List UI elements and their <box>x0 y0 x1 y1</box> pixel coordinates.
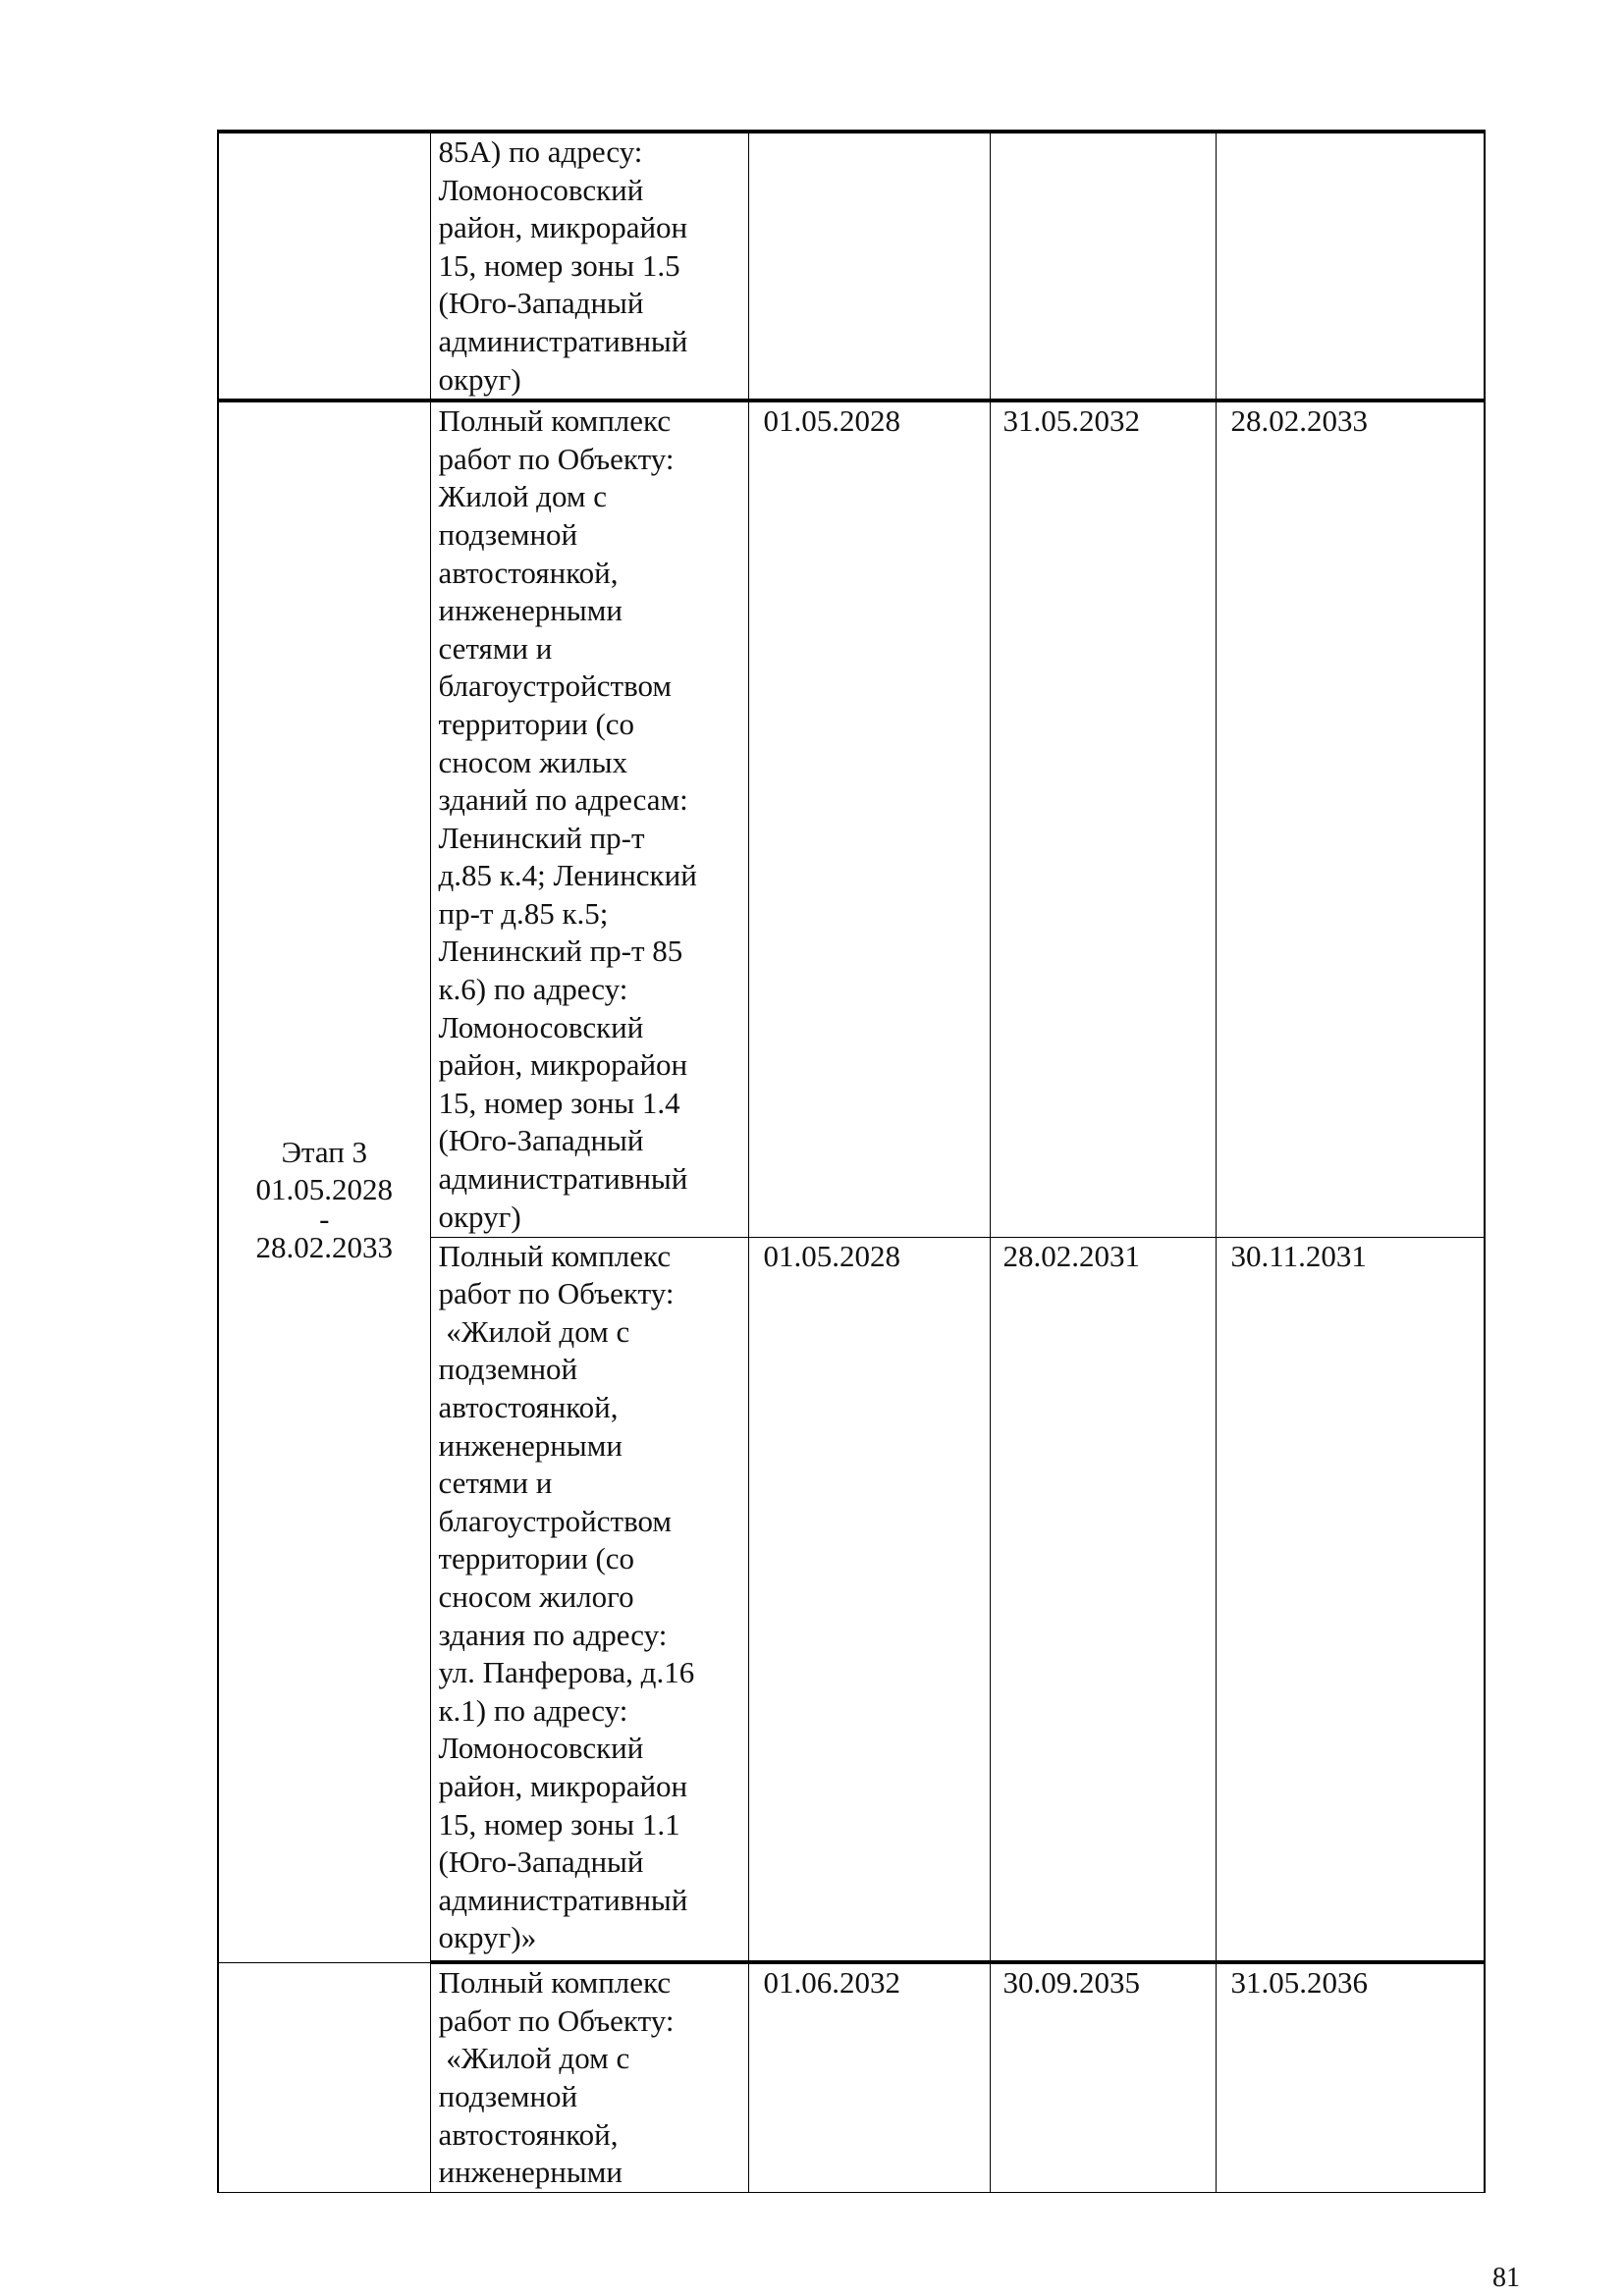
completion-date-cell <box>1216 132 1485 400</box>
description-line: территории (со <box>438 1541 635 1576</box>
stage-date-separator: - <box>319 1201 330 1236</box>
stage-3-cell <box>218 400 430 1962</box>
stage-end-date: 28.02.2033 <box>255 1229 393 1264</box>
description-line: 15, номер зоны 1.5 <box>438 247 680 283</box>
table-row <box>218 132 1485 400</box>
description-line: «Жилой дом с <box>438 2041 630 2076</box>
description-line: работ по Объекту: <box>438 441 675 476</box>
description-line: подземной <box>438 1352 578 1387</box>
description-line: округ) <box>438 361 521 397</box>
description-line: подземной <box>438 2078 578 2113</box>
description-line: инженерными <box>438 1427 623 1463</box>
description-cell <box>430 1962 748 2192</box>
description-line: Ломоносовский <box>438 1009 644 1044</box>
description-line: д.85 к.4; Ленинский <box>438 858 697 893</box>
description-line: Ленинский пр-т <box>438 820 645 855</box>
end-date-cell: 31.05.2032 <box>990 400 1216 1237</box>
description-line: административный <box>438 323 688 358</box>
description-line: район, микрорайон <box>438 210 688 245</box>
description-line: округ)» <box>438 1920 537 1955</box>
stage-label: Этап 3 <box>281 1134 368 1169</box>
description-line: Ленинский пр-т 85 <box>438 934 683 969</box>
description-line: административный <box>438 1161 688 1197</box>
description-line: автостоянкой, <box>438 1390 619 1425</box>
description-line: (Юго-Западный <box>438 286 644 321</box>
description-line: округ) <box>438 1199 521 1234</box>
description-line: «Жилой дом с <box>438 1313 630 1349</box>
description-line: сетями и <box>438 630 553 666</box>
description-line: автостоянкой, <box>438 2116 619 2152</box>
description-line: территории (со <box>438 706 635 741</box>
start-date-cell: 01.05.2028 <box>748 1237 990 1962</box>
description-line: инженерными <box>438 2155 623 2190</box>
description-line: (Юго-Западный <box>438 1844 644 1880</box>
description-line: Полный комплекс <box>438 403 672 439</box>
stage-cell-empty <box>218 132 430 400</box>
description-line: пр-т д.85 к.5; <box>438 895 609 931</box>
description-line: административный <box>438 1882 688 1917</box>
description-line: автостоянкой, <box>438 555 619 590</box>
stage-start-date: 01.05.2028 <box>255 1172 393 1207</box>
end-date-cell: 30.09.2035 <box>990 1962 1216 2192</box>
start-date-cell: 01.06.2032 <box>748 1962 990 2192</box>
description-line: зданий по адресам: <box>438 782 688 818</box>
description-line: Ломоносовский <box>438 1731 644 1766</box>
description-cell <box>430 1237 748 1962</box>
description-line: здания по адресу: <box>438 1617 668 1652</box>
description-cell <box>430 132 748 400</box>
stage-cell-empty <box>218 1962 430 2192</box>
description-line: район, микрорайон <box>438 1768 688 1803</box>
completion-date-cell: 30.11.2031 <box>1216 1237 1485 1962</box>
description-line: к.1) по адресу: <box>438 1692 628 1728</box>
description-line: 85А) по адресу: <box>438 134 643 169</box>
completion-date-cell: 31.05.2036 <box>1216 1962 1485 2192</box>
description-line: район, микрорайон <box>438 1047 688 1083</box>
description-line: подземной <box>438 516 578 552</box>
start-date-cell: 01.05.2028 <box>748 400 990 1237</box>
description-line: к.6) по адресу: <box>438 972 628 1007</box>
description-line: сносом жилых <box>438 744 627 779</box>
description-line: сносом жилого <box>438 1579 634 1614</box>
end-date-cell: 28.02.2031 <box>990 1237 1216 1962</box>
description-line: Жилой дом с <box>438 479 607 514</box>
table-row <box>218 1962 1485 2192</box>
description-line: Полный комплекс <box>438 1965 672 2001</box>
description-line: 15, номер зоны 1.1 <box>438 1806 680 1842</box>
description-line: благоустройством <box>438 1503 673 1538</box>
description-line: работ по Объекту: <box>438 2002 675 2038</box>
schedule-table <box>217 130 1486 2193</box>
description-line: ул. Панферова, д.16 <box>438 1655 695 1690</box>
completion-date-cell: 28.02.2033 <box>1216 400 1485 1237</box>
page-number: 81 <box>1492 2263 1520 2293</box>
start-date-cell <box>748 132 990 400</box>
description-line: инженерными <box>438 593 623 628</box>
description-line: Полный комплекс <box>438 1238 672 1273</box>
description-line: Ломоносовский <box>438 172 644 207</box>
description-line: 15, номер зоны 1.4 <box>438 1085 680 1120</box>
description-cell <box>430 400 748 1237</box>
end-date-cell <box>990 132 1216 400</box>
table-row <box>218 400 1485 1237</box>
description-line: сетями и <box>438 1466 553 1501</box>
description-line: благоустройством <box>438 668 673 704</box>
description-line: (Юго-Западный <box>438 1123 644 1158</box>
description-line: работ по Объекту: <box>438 1276 675 1311</box>
